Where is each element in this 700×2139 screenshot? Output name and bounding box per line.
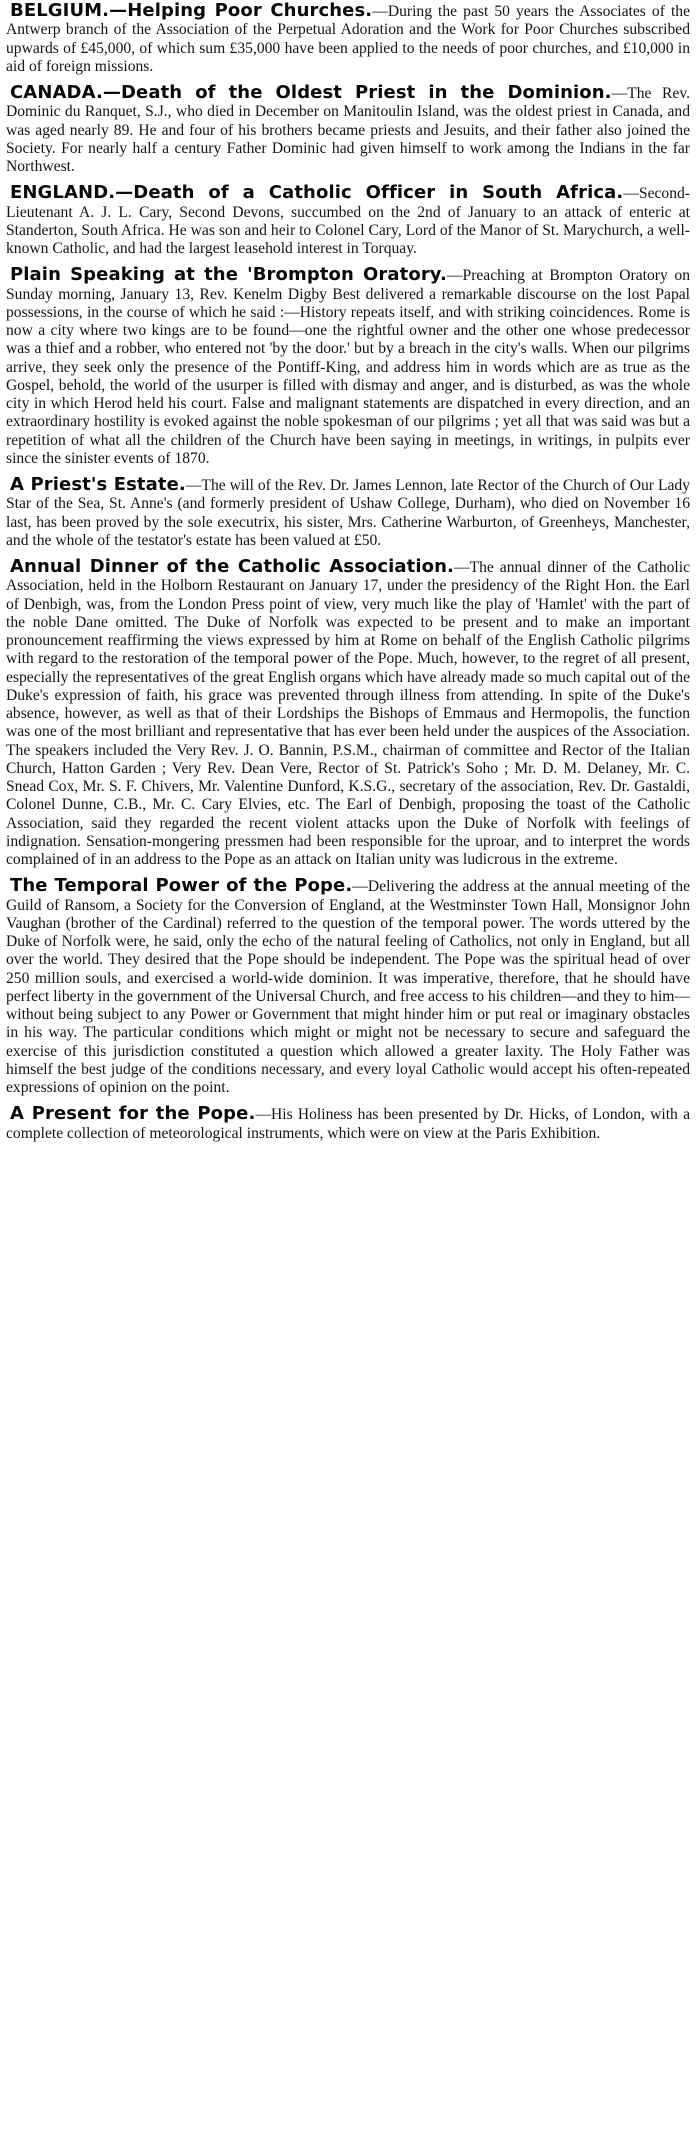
article-belgium bbox=[6, 2, 690, 76]
article-annual-dinner bbox=[6, 558, 690, 869]
article-body: —The Rev. Dominic du Ranquet, S.J., who died in December on Manitoulin Island, was the oldest priest in Canada, and was aged nearly 89. He and four of his brothers became priests and Jesuits, and their father also joined the Society. For nearly half a century Father Dominic had given himself to work among the Indians in the far Northwest. bbox=[6, 85, 690, 175]
article-heading: CANADA.—Death of the Oldest Priest in the Dominion. bbox=[10, 82, 612, 103]
article-body: —His Holiness has been presented by Dr. Hicks, of London, with a complete collection of meteorological instruments, which were on view at the Paris Exhibition. bbox=[6, 1106, 690, 1142]
article-heading: Plain Speaking at the 'Brompton Oratory. bbox=[10, 264, 447, 286]
article-body: —During the past 50 years the Associates of the Antwerp branch of the Association of the Perpetual Adoration and the Work for Poor Churches subscribed upwards of £45,000, of which sum £35,000 have been applied to the needs of poor churches, and £10,000 in aid of foreign missions. bbox=[6, 3, 691, 75]
article-paragraph bbox=[6, 184, 690, 258]
article-present-for-pope bbox=[6, 1105, 690, 1143]
article-temporal-power bbox=[6, 877, 690, 1097]
article-heading: ENGLAND.—Death of a Catholic Officer in South Africa. bbox=[10, 182, 624, 204]
article-england bbox=[6, 184, 690, 258]
article-body: —Delivering the address at the annual meeting of the Guild of Ransom, a Society for the Conversion of England, at the Westminster Town Hall, Monsignor John Vaughan (brother of the Cardinal) referred to the question of the temporal power. The words uttered by the Duke of Norfolk were, he said, only the echo of the natural feeling of Catholics, not only in England, but all over the world. They desired that the Pope should be independent. The Pope was the spiritual head of over 250 million souls, and exercised a world-wide dominion. It was imperative, therefore, that he should have perfect liberty in the government of the Universal Church, and free access to his children—and they to him—without being subject to any Power or Government that might hinder him or put real or imaginary obstacles in his way. The particular conditions which might or might not be necessary to secure and safeguard the exercise of this jurisdiction constituted a question which allowed a greater laxity. The Holy Father was himself the best judge of the conditions necessary, and every loyal Catholic would accept his often-repeated expressions of opinion on the point. bbox=[6, 878, 690, 1096]
article-paragraph bbox=[6, 1105, 690, 1143]
article-heading: BELGIUM.—Helping Poor Churches. bbox=[10, 0, 373, 21]
article-paragraph bbox=[6, 877, 690, 1097]
article-paragraph bbox=[6, 266, 690, 468]
article-heading: A Priest's Estate. bbox=[10, 474, 186, 495]
article-brompton-oratory bbox=[6, 266, 690, 468]
article-canada bbox=[6, 84, 690, 176]
article-priests-estate bbox=[6, 476, 690, 550]
article-body: —The annual dinner of the Catholic Association, held in the Holborn Restaurant on January 17, under the presidency of the Right Hon. the Earl of Denbigh, was, from the London Press point of view, very much like the play of 'Hamlet' with the part of the noble Dane omitted. The Duke of Norfolk was expected to be present and to make an important pronouncement reaffirming the views expressed by him at Rome on behalf of the English Catholic pilgrims with regard to the restoration of the temporal power of the Pope. Much, however, to the regret of all present, especially the representatives of the great English organs which have already made so much capital out of the Duke's expression of faith, his grace was prevented through illness from attending. In spite of the Duke's absence, however, as well as that of their Lordships the Bishops of Emmaus and Hermopolis, the function was one of the most brilliant and representative that has ever been held under the auspices of the Association. The speakers included the Very Rev. J. O. Bannin, P.S.M., chairman of committee and Rector of the Italian Church, Hatton Garden ; Very Rev. Dean Vere, Rector of St. Patrick's Soho ; Mr. D. M. Delaney, Mr. C. Snead Cox, Mr. S. F. Chivers, Mr. Valentine Dunford, K.S.G., secretary of the association, Rev. Dr. Gastaldi, Colonel Dunne, C.B., Mr. C. Cary Elvies, etc. The Earl of Denbigh, proposing the toast of the Catholic Association, said they regarded the recent violent attacks upon the Duke of Norfolk with feelings of indignation. Sensation-mongering pressmen had been responsible for the uproar, and to interpret the words complained of in an address to the Pope as an attack on Italian unity was ludicrous in the extreme. bbox=[6, 559, 691, 868]
article-paragraph bbox=[6, 558, 690, 869]
article-body: —Second-Lieutenant A. J. L. Cary, Second Devons, succumbed on the 2nd of January to an attack of enteric at Standerton, South Africa. He was son and heir to Colonel Cary, Lord of the Manor of St. Marychurch, a well-known Catholic, and had the largest leasehold interest in Torquay. bbox=[6, 185, 690, 257]
article-heading: A Present for the Pope. bbox=[10, 1103, 256, 1125]
article-body: —The will of the Rev. Dr. James Lennon, late Rector of the Church of Our Lady Star of the Sea, St. Anne's (and formerly president of Ushaw College, Durham), who died on November 16 last, has been proved by the sole executrix, his sister, Mrs. Catherine Warburton, of Greenheys, Manchester, and the whole of the testator's estate has been valued at £50. bbox=[6, 477, 690, 549]
article-paragraph bbox=[6, 476, 690, 550]
article-paragraph bbox=[6, 84, 690, 176]
article-body: —Preaching at Brompton Oratory on Sunday morning, January 13, Rev. Kenelm Digby Best delivered a remarkable discourse on the lost Papal possessions, in the course of which he said :—History repeats itself, and with striking coincidences. Rome is now a city where two kings are to be found—one the rightful owner and the other one whose predecessor was a thief and a robber, who entered not 'by the door.' but by a breach in the city's walls. When our pilgrims arrive, they seek only the presence of the Pontiff-King, and address him in words which are as true as the Gospel, behold, the world of the usurper is filled with dismay and anger, and is disturbed, as was the whole city in which Herod held his court. False and malignant statements are dispatched in every direction, and an extraordinary hostility is evoked against the noble spokesman of our pilgrims ; yet all that was said was but a repetition of what all the children of the Church have been saying in meetings, in writings, in pulpits ever since the sinister events of 1870. bbox=[6, 267, 690, 467]
article-paragraph bbox=[6, 2, 690, 76]
article-heading: The Temporal Power of the Pope. bbox=[10, 875, 353, 897]
article-heading: Annual Dinner of the Catholic Association. bbox=[10, 556, 454, 577]
